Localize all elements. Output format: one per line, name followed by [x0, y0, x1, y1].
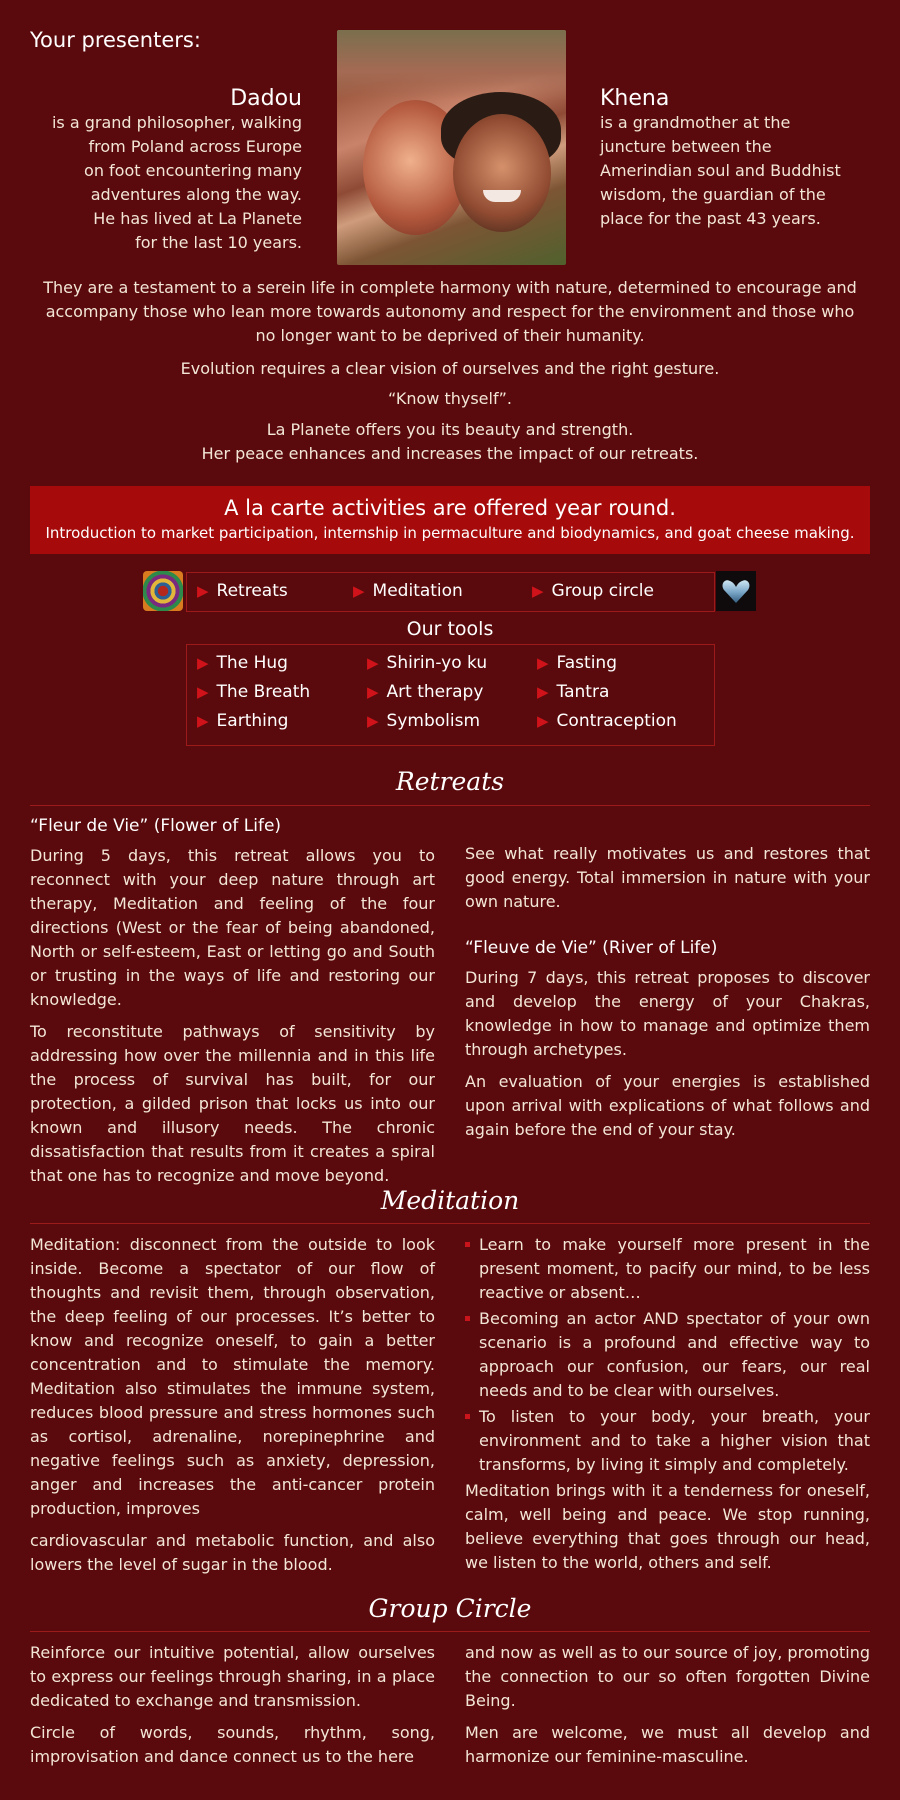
group-circle-right-column — [465, 1641, 870, 1777]
meditation-title: Meditation — [380, 1186, 520, 1215]
retreats-right-column — [465, 842, 870, 1150]
bio-line: is a grand philosopher, walking — [51, 113, 302, 132]
arrow-icon: ▶ — [197, 582, 209, 600]
divider — [30, 1223, 870, 1224]
presenter-bio — [600, 111, 870, 231]
list-item — [465, 1307, 870, 1403]
bullet-icon — [465, 1316, 470, 1321]
arrow-icon: ▶ — [197, 683, 209, 701]
arrow-icon: ▶ — [537, 654, 549, 672]
intro-quote: “Know thyself”. — [388, 389, 512, 408]
tool-item[interactable] — [197, 653, 288, 673]
tool-label: Contraception — [556, 711, 677, 731]
arrow-icon: ▶ — [532, 582, 544, 600]
intro-paragraph: Evolution requires a clear vision of ourselves and the right gesture. — [180, 359, 720, 378]
nav-item-group-circle[interactable] — [532, 581, 654, 601]
bio-line: is a grandmother at the — [600, 113, 791, 132]
divider — [30, 1631, 870, 1632]
group-circle-left-column — [30, 1641, 435, 1777]
tool-item[interactable] — [197, 711, 288, 731]
bio-line: on foot encountering many — [84, 161, 302, 180]
retreat-paragraph: To reconstitute pathways of sensitivity by addressing how over the millennia and in this life the process of survival has built, for our protection, a gilded prison that locks us into our known and illusory needs. The chronic dissatisfaction that results from it creates a spiral that one has to recognize and move beyond. — [30, 1022, 435, 1185]
retreat-title-fleur: “Fleur de Vie” (Flower of Life) — [30, 816, 282, 836]
tool-item[interactable] — [537, 682, 609, 702]
group-paragraph: Men are welcome, we must all develop and harmonize our feminine-masculine. — [465, 1723, 870, 1766]
nav-label: Meditation — [372, 581, 463, 601]
bio-line: for the last 10 years. — [135, 233, 302, 252]
tool-item[interactable] — [537, 653, 617, 673]
tool-item[interactable] — [197, 682, 310, 702]
presenters-photo — [337, 30, 566, 265]
bio-line: place for the past 43 years. — [600, 209, 821, 228]
tool-label: Fasting — [556, 653, 617, 673]
meditation-paragraph: Meditation: disconnect from the outside to look inside. Become a spectator of our flow of thoughts and revisit them, through observation, the deep feeling of our processes. It’s better to know and recognize oneself, to gain a better concentration and to stimulate the memory. Meditation also stimulates the immune system, reduces blood pressure and stress hormones such as cortisol, adrenaline, norepinephrine and negative feelings such as anxiety, depression, anger and increases the anti-cancer protein production, improves — [30, 1235, 435, 1518]
banner-subline: Introduction to market participation, internship in permaculture and biodynamics, and goat cheese making. — [45, 524, 855, 542]
nav-item-meditation[interactable] — [353, 581, 463, 601]
bullet-text: Becoming an actor AND spectator of your own scenario is a profound and effective way to approach our confusion, our fears, our real needs and to be clear with ourselves. — [479, 1309, 870, 1400]
meditation-paragraph: Meditation brings with it a tenderness for oneself, calm, well being and peace. We stop running, believe everything that goes through our head, we listen to the world, others and self. — [465, 1481, 870, 1572]
arrow-icon: ▶ — [367, 683, 379, 701]
banner-headline: A la carte activities are offered year round. — [224, 496, 676, 520]
divider — [30, 805, 870, 806]
tool-item[interactable] — [367, 711, 480, 731]
presenter-bio — [30, 111, 302, 255]
arrow-icon: ▶ — [367, 712, 379, 730]
arrow-icon: ▶ — [537, 683, 549, 701]
tool-label: The Hug — [216, 653, 288, 673]
nav-item-retreats[interactable] — [197, 581, 288, 601]
bio-line: He has lived at La Planete — [93, 209, 302, 228]
heart-icon — [716, 571, 756, 611]
bio-line: juncture between the — [600, 137, 772, 156]
group-paragraph: Circle of words, sounds, rhythm, song, improvisation and dance connect us to the here — [30, 1723, 435, 1766]
retreat-paragraph: During 5 days, this retreat allows you to reconnect with your deep nature through art therapy, Meditation and feeling of the four directions (West or the fear of being abandoned, North or self-esteem, East or letting go and South or trusting in the ways of life and restoring our knowledge. — [30, 846, 435, 1009]
presenter-name: Khena — [600, 86, 670, 111]
group-paragraph: Reinforce our intuitive potential, allow ourselves to express our feelings through sharing, in a place dedicated to exchange and transmission. — [30, 1643, 435, 1710]
retreat-paragraph: During 7 days, this retreat proposes to discover and develop the energy of your Chakras, knowledge in how to manage and optimize them through archetypes. — [465, 968, 870, 1059]
retreats-title: Retreats — [395, 767, 505, 796]
arrow-icon: ▶ — [367, 654, 379, 672]
intro-line: La Planete offers you its beauty and strength. — [266, 420, 634, 439]
bullet-text: Learn to make yourself more present in the present moment, to pacify our mind, to be less reactive or absent… — [479, 1235, 870, 1302]
arrow-icon: ▶ — [353, 582, 365, 600]
tool-label: Tantra — [556, 682, 610, 702]
bullet-icon — [465, 1414, 470, 1419]
tool-label: Art therapy — [386, 682, 484, 702]
meditation-paragraph: cardiovascular and metabolic function, and also lowers the level of sugar in the blood. — [30, 1531, 435, 1574]
bio-line: wisdom, the guardian of the — [600, 185, 826, 204]
retreat-paragraph: An evaluation of your energies is established upon arrival with explications of what follows and again before the end of your stay. — [465, 1072, 870, 1139]
retreats-left-column — [30, 814, 435, 1196]
tools-title: Our tools — [406, 618, 494, 640]
meditation-left-column — [30, 1233, 435, 1585]
arrow-icon: ▶ — [197, 654, 209, 672]
group-circle-title: Group Circle — [368, 1594, 532, 1623]
nav-label: Group circle — [551, 581, 654, 601]
tool-item[interactable] — [367, 653, 487, 673]
list-item — [465, 1405, 870, 1477]
section-nav — [186, 572, 715, 612]
presenter-name: Dadou — [230, 86, 302, 111]
tool-item[interactable] — [537, 711, 677, 731]
mandala-icon — [143, 571, 183, 611]
bio-line: Amerindian soul and Buddhist — [600, 161, 841, 180]
tool-label: Earthing — [216, 711, 289, 731]
tool-label: Shirin-yo ku — [386, 653, 488, 673]
intro-line: Her peace enhances and increases the impact of our retreats. — [201, 444, 699, 463]
tools-grid — [186, 644, 715, 746]
intro-paragraph: They are a testament to a serein life in complete harmony with nature, determined to encourage and accompany those who lean more towards autonomy and respect for the environment and those who no longer want to be deprived of their humanity. — [43, 278, 857, 345]
bio-line: from Poland across Europe — [88, 137, 302, 156]
tool-label: The Breath — [216, 682, 311, 702]
retreat-paragraph: See what really motivates us and restores that good energy. Total immersion in nature with your own nature. — [465, 844, 870, 911]
presenter-dadou — [30, 86, 302, 255]
presenters-heading: Your presenters: — [30, 28, 201, 52]
presenter-khena — [600, 86, 870, 231]
bio-line: adventures along the way. — [90, 185, 302, 204]
arrow-icon: ▶ — [537, 712, 549, 730]
tool-item[interactable] — [367, 682, 483, 702]
bullet-icon — [465, 1242, 470, 1247]
list-item — [465, 1233, 870, 1305]
nav-label: Retreats — [216, 581, 288, 601]
tool-label: Symbolism — [386, 711, 481, 731]
retreat-title-fleuve: “Fleuve de Vie” (River of Life) — [465, 938, 718, 958]
group-paragraph: and now as well as to our source of joy, promoting the connection to our so often forgotten Divine Being. — [465, 1643, 870, 1710]
meditation-right-column — [465, 1233, 870, 1583]
bullet-text: To listen to your body, your breath, your environment and to take a higher vision that transforms, by living it simply and completely. — [479, 1407, 870, 1474]
arrow-icon: ▶ — [197, 712, 209, 730]
intro-paragraph — [40, 418, 860, 466]
activities-banner — [30, 486, 870, 554]
meditation-bullets — [465, 1233, 870, 1477]
